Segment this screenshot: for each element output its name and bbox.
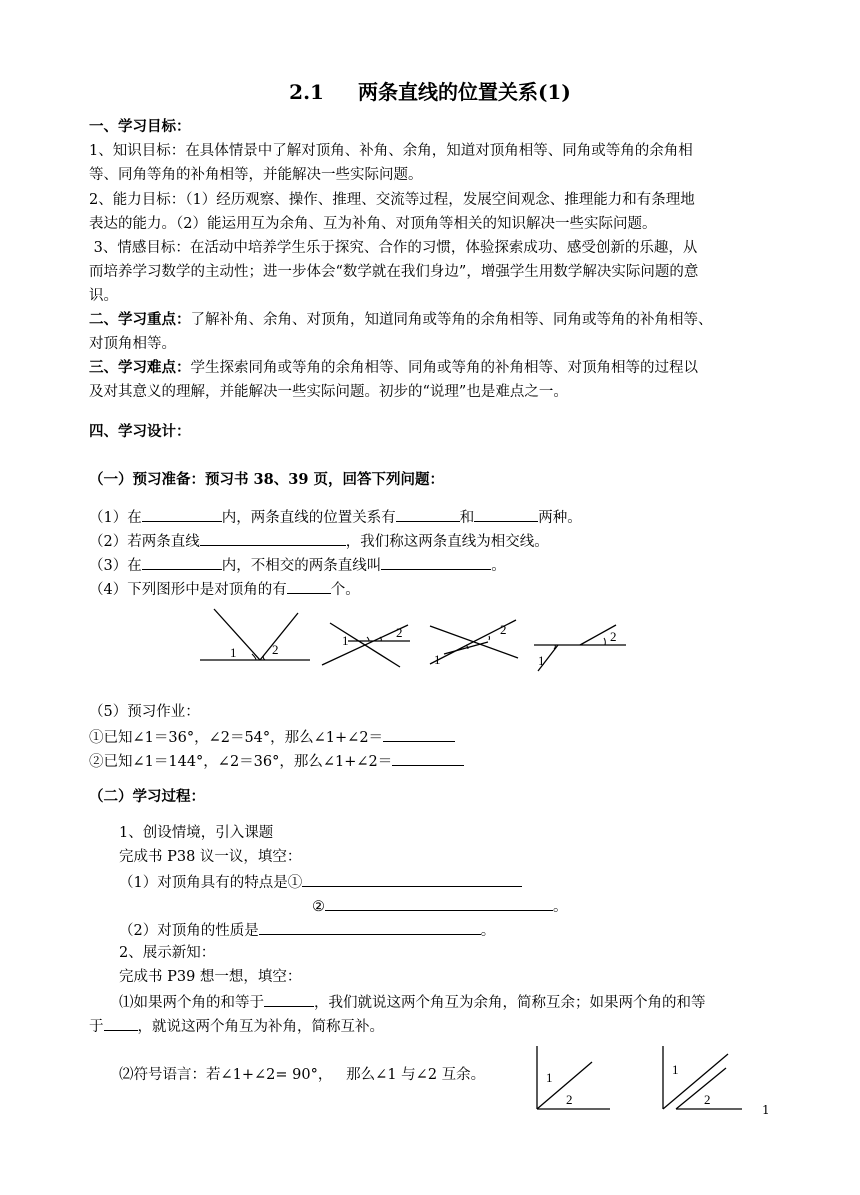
q3-text-a: （3）在 <box>89 558 142 574</box>
step-1-task: 完成书 P38 议一议，填空： <box>119 849 302 865</box>
q1-blank-1[interactable] <box>142 506 222 522</box>
feature2-marker: ② <box>312 899 325 915</box>
goals-line-7: 识。 <box>89 288 118 304</box>
goals-line-1: 1、知识目标：在具体情景中了解对顶角、补角、余角，知道对顶角相等、同角或等角的余角相 <box>89 143 693 159</box>
fig4-label-1: 1 <box>538 653 545 668</box>
angle-figure-2 <box>318 615 413 670</box>
complementary-figure-1 <box>530 1044 615 1114</box>
q1-text-b: 内，两条直线的位置关系有 <box>221 510 396 526</box>
section-goals-heading: 一、学习目标： <box>89 118 191 135</box>
definition-line-2 <box>89 1015 384 1037</box>
page-number: 1 <box>762 1103 770 1117</box>
step-2-task: 完成书 P39 想一想，填空： <box>119 969 302 985</box>
process-heading: （二）学习过程： <box>89 788 205 805</box>
comp2-label-1: 1 <box>672 1062 679 1077</box>
def-blank-2[interactable] <box>104 1015 138 1031</box>
homework-2 <box>89 750 464 772</box>
fig4-label-2: 2 <box>610 629 617 644</box>
difficulties-text-1: 学生探索同角或等角的余角相等、同角或等角的补角相等、对顶角相等的过程以 <box>190 360 698 376</box>
section-difficulties-heading: 三、学习难点： <box>89 359 191 376</box>
q1-text-c: 和 <box>459 510 475 526</box>
step-1: 1、创设情境，引入课题 <box>119 825 274 841</box>
property-text: （2）对顶角的性质是 <box>119 923 259 939</box>
question-2 <box>89 530 549 552</box>
comp1-label-1: 1 <box>546 1070 553 1085</box>
q2-blank-1[interactable] <box>200 530 346 546</box>
step-2: 2、展示新知： <box>119 945 216 961</box>
page-title <box>0 76 860 105</box>
q2-text-a: （2）若两条直线 <box>89 534 200 550</box>
fig2-label-2: 2 <box>396 625 403 640</box>
fig3-label-2: 2 <box>500 622 507 637</box>
goals-line-4: 表达的能力。（2）能运用互为余角、互为补角、对顶角等相关的知识解决一些实际问题。 <box>89 216 657 232</box>
property-end: 。 <box>480 923 496 939</box>
def-text-c: 于 <box>89 1019 104 1035</box>
goals-line-3: 2、能力目标：（1）经历观察、操作、推理、交流等过程，发展空间观念、推理能力和有条理地 <box>89 192 695 208</box>
goals-line-2: 等、同角等角的补角相等，并能解决一些实际问题。 <box>89 167 423 183</box>
definition-line-1 <box>119 991 706 1013</box>
feature-end: 。 <box>553 899 568 915</box>
q2-text-b: ，我们称这两条直线为相交线。 <box>345 534 549 550</box>
q3-text-b: 内，不相交的两条直线叫 <box>221 558 382 574</box>
q4-text-b: 个。 <box>330 582 360 598</box>
fig3-label-1: 1 <box>434 652 441 667</box>
def-text-d: ，就说这两个角互为补角，简称互补。 <box>137 1019 384 1035</box>
question-4 <box>89 578 360 600</box>
feature-text: （1）对顶角具有的特点是① <box>119 875 303 891</box>
difficulties-line-1 <box>89 358 698 378</box>
question-1 <box>89 506 582 528</box>
hw2-text: ②已知∠1＝144°，∠2＝36°，那么∠1+∠2＝ <box>89 754 393 770</box>
title-number: 2.1 <box>289 80 324 104</box>
def-text-a: ⑴如果两个角的和等于 <box>119 995 264 1011</box>
def-blank-1[interactable] <box>264 991 314 1007</box>
title-text: 两条直线的位置关系(1) <box>357 80 571 104</box>
property-blank[interactable] <box>259 919 481 935</box>
preview-heading: （一）预习准备：预习书 38、39 页，回答下列问题： <box>89 471 444 488</box>
hw1-blank[interactable] <box>383 726 455 742</box>
angle-figure-3 <box>426 612 526 672</box>
fig1-label-1: 1 <box>230 645 237 660</box>
q1-blank-2[interactable] <box>396 506 460 522</box>
q3-blank-2[interactable] <box>381 554 491 570</box>
feature-line <box>119 871 522 893</box>
section-key-points-heading: 二、学习重点： <box>89 311 191 328</box>
complementary-figure-2 <box>656 1044 746 1114</box>
comp1-label-2: 2 <box>566 1092 573 1107</box>
question-3 <box>89 554 506 576</box>
q1-text-d: 两种。 <box>538 510 582 526</box>
symbol-language: ⑵符号语言：若∠1+∠2= 90°， 那么∠1 与∠2 互余。 <box>119 1067 486 1083</box>
key-points-line-1 <box>89 310 713 330</box>
goals-line-5: 3、情感目标：在活动中培养学生乐于探究、合作的习惯，体验探索成功、感受创新的乐趣，从 <box>89 240 698 256</box>
goals-line-6: 而培养学习数学的主动性；进一步体会“数学就在我们身边”，增强学生用数学解决实际问题的意 <box>89 264 699 280</box>
homework-1 <box>89 726 455 748</box>
key-points-text-2: 对顶角相等。 <box>89 336 176 352</box>
def-text-b: ，我们就说这两个角互为余角，简称互余；如果两个角的和等 <box>314 995 706 1011</box>
q3-blank-1[interactable] <box>142 554 222 570</box>
q1-blank-3[interactable] <box>474 506 538 522</box>
difficulties-text-2: 及对其意义的理解，并能解决一些实际问题。初步的“说理”也是难点之一。 <box>89 384 568 400</box>
q1-text-a: （1）在 <box>89 510 142 526</box>
feature-line-2 <box>312 895 568 917</box>
fig2-label-1: 1 <box>342 633 349 648</box>
comp2-label-2: 2 <box>704 1092 711 1107</box>
feature-blank-1[interactable] <box>302 871 522 887</box>
feature-blank-2[interactable] <box>325 895 553 911</box>
q4-text-a: （4）下列图形中是对顶角的有 <box>89 582 287 598</box>
key-points-text-1: 了解补角、余角、对顶角，知道同角或等角的余角相等、同角或等角的补角相等、 <box>190 312 713 328</box>
property-line <box>119 919 495 941</box>
q3-text-c: 。 <box>491 558 506 574</box>
angle-figure-1 <box>198 605 313 670</box>
angle-figure-4 <box>530 615 630 675</box>
fig1-label-2: 2 <box>272 642 279 657</box>
q4-blank-1[interactable] <box>287 578 331 594</box>
hw1-text: ①已知∠1＝36°，∠2＝54°，那么∠1+∠2＝ <box>89 730 384 746</box>
section-design-heading: 四、学习设计： <box>89 423 191 440</box>
question-5: （5）预习作业： <box>89 704 200 720</box>
hw2-blank[interactable] <box>392 750 464 766</box>
